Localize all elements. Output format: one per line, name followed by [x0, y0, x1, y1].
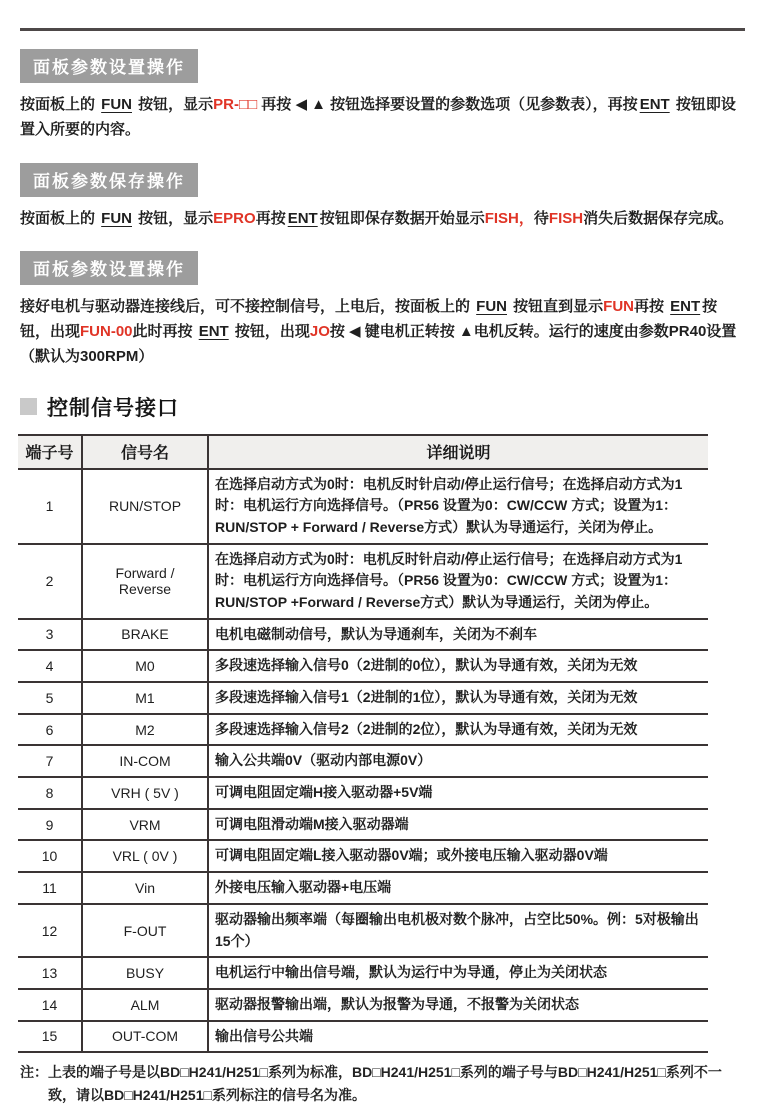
header-signal-name: 信号名	[82, 435, 208, 469]
control-signal-table	[18, 434, 708, 1054]
terminal-number: 6	[18, 714, 82, 746]
terminal-number: 10	[18, 840, 82, 872]
signal-description: 在选择启动方式为0时：电机反时针启动/停止运行信号；在选择启动方式为1时：电机运行方向选择信号。（PR56 设置为0：CW/CCW 方式；设置为1：RUN/STOP + Forward / Reverse方式）默认为导通运行，关闭为停止。	[208, 469, 708, 544]
signal-description: 驱动器输出频率端（每圈输出电机极对数个脉冲，占空比50%。例：5对极输出15个）	[208, 904, 708, 957]
table-row	[18, 650, 708, 682]
signal-description: 电机运行中输出信号端，默认为运行中为导通，停止为关闭状态	[208, 957, 708, 989]
square-bullet-icon	[20, 398, 37, 415]
header-description: 详细说明	[208, 435, 708, 469]
section-badge-trial-run: 面板参数设置操作	[20, 251, 198, 285]
terminal-number: 14	[18, 989, 82, 1021]
signal-name: VRL ( 0V )	[82, 840, 208, 872]
terminal-number: 8	[18, 777, 82, 809]
terminal-number: 13	[18, 957, 82, 989]
paragraph-panel-save: 按面板上的 FUN 按钮，显示EPRO再按 ENT 按钮即保存数据开始显示FISH，待FISH消失后数据保存完成。	[20, 209, 734, 227]
signal-description: 外接电压输入驱动器+电压端	[208, 872, 708, 904]
table-row	[18, 872, 708, 904]
paragraph-trial-run: 接好电机与驱动器连接线后，可不接控制信号，上电后，按面板上的 FUN 按钮直到显示FUN再按 ENT 按钮，出现FUN-00此时再按 ENT 按钮，出现JO按 ◀ 键电机正转按 ▲电机反转。运行的速度由参数PR40设置（默认为300RPM）	[20, 298, 737, 365]
table-row	[18, 682, 708, 714]
table-row	[18, 714, 708, 746]
section-header	[20, 392, 745, 422]
section-badge-panel-setting: 面板参数设置操作	[20, 49, 198, 83]
signal-description: 多段速选择输入信号0（2进制的0位），默认为导通有效，关闭为无效	[208, 650, 708, 682]
signal-name: M0	[82, 650, 208, 682]
signal-name: Forward / Reverse	[82, 544, 208, 619]
section-title: 控制信号接口	[47, 396, 179, 420]
signal-description: 可调电阻滑动端M接入驱动器端	[208, 809, 708, 841]
signal-description: 输入公共端0V（驱动内部电源0V）	[208, 745, 708, 777]
table-row	[18, 469, 708, 544]
terminal-number: 1	[18, 469, 82, 544]
signal-name: BUSY	[82, 957, 208, 989]
terminal-number: 9	[18, 809, 82, 841]
signal-name: M2	[82, 714, 208, 746]
table-row	[18, 904, 708, 957]
terminal-number: 11	[18, 872, 82, 904]
signal-name: BRAKE	[82, 619, 208, 651]
table-row	[18, 840, 708, 872]
terminal-number: 3	[18, 619, 82, 651]
signal-name: M1	[82, 682, 208, 714]
terminal-number: 2	[18, 544, 82, 619]
signal-description: 在选择启动方式为0时：电机反时针启动/停止运行信号；在选择启动方式为1时：电机运行方向选择信号。（PR56 设置为0：CW/CCW 方式；设置为1：RUN/STOP +Forward / Reverse方式）默认为导通运行，关闭为停止。	[208, 544, 708, 619]
signal-description: 输出信号公共端	[208, 1021, 708, 1053]
table-row	[18, 544, 708, 619]
signal-name: F-OUT	[82, 904, 208, 957]
signal-description: 电机电磁制动信号，默认为导通刹车，关闭为不刹车	[208, 619, 708, 651]
terminal-number: 12	[18, 904, 82, 957]
manual-page	[0, 28, 761, 1106]
table-row	[18, 745, 708, 777]
terminal-number: 4	[18, 650, 82, 682]
signal-description: 可调电阻固定端L接入驱动器0V端；或外接电压输入驱动器0V端	[208, 840, 708, 872]
table-row	[18, 619, 708, 651]
signal-name: IN-COM	[82, 745, 208, 777]
table-header-row	[18, 435, 708, 469]
table-row	[18, 989, 708, 1021]
paragraph-panel-setting: 按面板上的 FUN 按钮，显示PR-□□ 再按 ◀ ▲ 按钮选择要设置的参数选项（见参数表），再按 ENT 按钮即设置入所要的内容。	[20, 96, 736, 138]
signal-description: 驱动器报警输出端，默认为报警为导通，不报警为关闭状态	[208, 989, 708, 1021]
signal-description: 多段速选择输入信号2（2进制的2位），默认为导通有效，关闭为无效	[208, 714, 708, 746]
table-row	[18, 777, 708, 809]
signal-name: OUT-COM	[82, 1021, 208, 1053]
terminal-number: 5	[18, 682, 82, 714]
terminal-number: 7	[18, 745, 82, 777]
signal-name: RUN/STOP	[82, 469, 208, 544]
section-badge-panel-save: 面板参数保存操作	[20, 163, 198, 197]
terminal-number: 15	[18, 1021, 82, 1053]
table-row	[18, 809, 708, 841]
footnote-text: 上表的端子号是以BD□H241/H251□系列为标准，BD□H241/H251□系列的端子号与BD□H241/H251□系列不一致，请以BD□H241/H251□系列标注的信号名为准。	[48, 1064, 722, 1103]
footnote-label: 注：	[20, 1064, 48, 1081]
table-row	[18, 957, 708, 989]
signal-name: ALM	[82, 989, 208, 1021]
footnote	[20, 1061, 745, 1106]
signal-name: VRH ( 5V )	[82, 777, 208, 809]
header-terminal-number: 端子号	[18, 435, 82, 469]
signal-name: VRM	[82, 809, 208, 841]
table-row	[18, 1021, 708, 1053]
signal-description: 可调电阻固定端H接入驱动器+5V端	[208, 777, 708, 809]
signal-name: Vin	[82, 872, 208, 904]
signal-description: 多段速选择输入信号1（2进制的1位），默认为导通有效，关闭为无效	[208, 682, 708, 714]
